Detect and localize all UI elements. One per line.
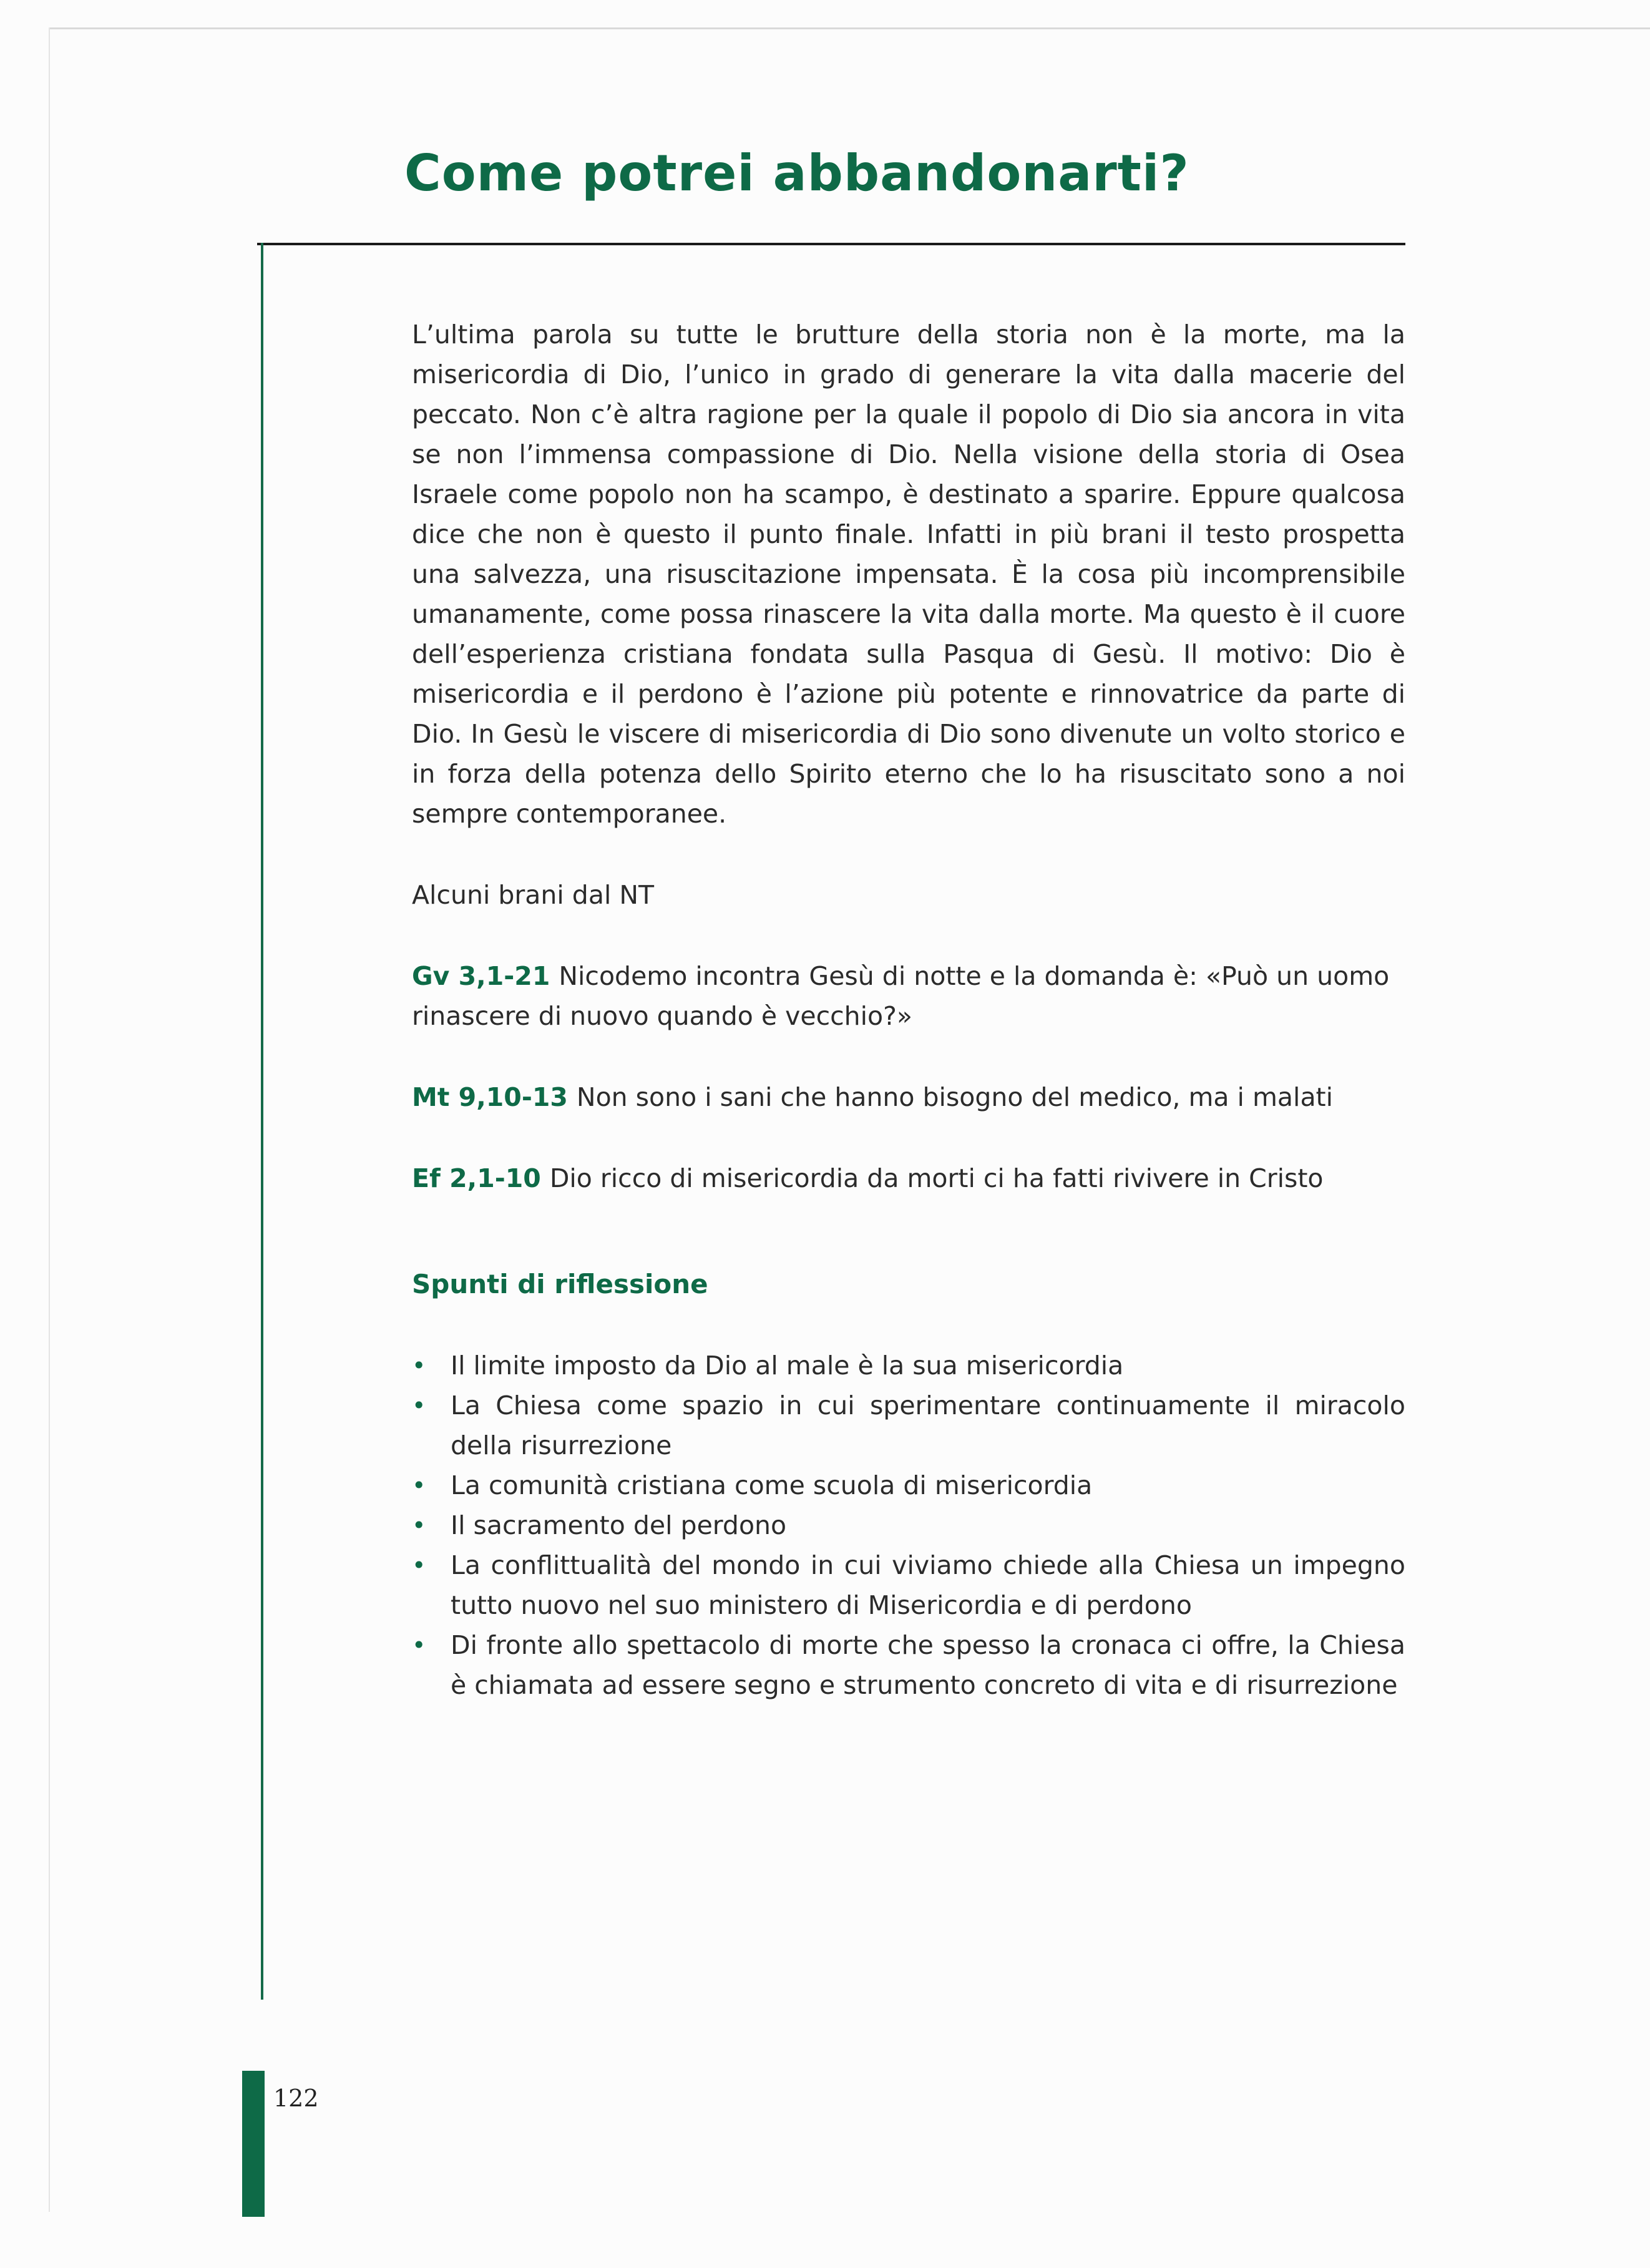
list-item bbox=[412, 1505, 1405, 1545]
reading-reference: Mt 9,10-13 bbox=[412, 1082, 568, 1112]
bullet-icon: • bbox=[412, 1512, 426, 1539]
reading-reference: Gv 3,1-21 bbox=[412, 961, 550, 991]
list-item bbox=[412, 1386, 1405, 1465]
list-item-text: Di fronte allo spettacolo di morte che spesso la cronaca ci offre, la Chiesa è chiamata ad essere segno e strumento concreto di vita e di risurrezione bbox=[451, 1630, 1405, 1700]
list-item-text: La conflittualità del mondo in cui viviamo chiede alla Chiesa un impegno tutto nuovo nel suo ministero di Misericordia e di perdono bbox=[451, 1550, 1405, 1620]
list-item bbox=[412, 1465, 1405, 1505]
bullet-icon: • bbox=[412, 1392, 426, 1419]
list-item bbox=[412, 1625, 1405, 1705]
reading-item bbox=[412, 956, 1405, 1036]
reading-text: Dio ricco di misericordia da morti ci ha fatti rivivere in Cristo bbox=[549, 1163, 1324, 1193]
list-item-text: Il sacramento del perdono bbox=[451, 1510, 787, 1540]
bullet-icon: • bbox=[412, 1552, 426, 1579]
reflection-title: Spunti di riflessione bbox=[412, 1269, 708, 1299]
page-number: 122 bbox=[273, 2085, 319, 2112]
bullet-icon: • bbox=[412, 1352, 426, 1379]
left-margin-rule bbox=[261, 243, 263, 2000]
list-item bbox=[412, 1545, 1405, 1625]
reading-item bbox=[412, 1158, 1405, 1198]
bullet-icon: • bbox=[412, 1472, 426, 1499]
list-item bbox=[412, 1346, 1405, 1386]
reading-item bbox=[412, 1077, 1405, 1117]
list-item-text: La comunità cristiana come scuola di misericordia bbox=[451, 1470, 1093, 1500]
intro-paragraph: L’ultima parola su tutte le brutture della storia non è la morte, ma la misericordia di Dio, l’unico in grado di generare la vita dalla macerie del peccato. Non c’è altra ragione per la quale il popolo di Dio sia ancora in vita se non l’immensa compassione di Dio. Nella visione della storia di Osea Israele come popolo non ha scampo, è destinato a sparire. Eppure qualcosa dice che non è questo il punto finale. Infatti in più brani il testo prospetta una salvezza, una risuscitazione impensata. È la cosa più incomprensibile umanamente, come possa rinascere la vita dalla morte. Ma questo è il cuore dell’esperienza cristiana fondata sulla Pasqua di Gesù. Il motivo: Dio è misericordia e il perdono è l’azione più potente e rinnovatrice da parte di Dio. In Gesù le viscere di misericordia di Dio sono divenute un volto storico e in forza della potenza dello Spirito eterno che lo ha risuscitato sono a noi sempre contemporanee. bbox=[412, 320, 1405, 829]
reading-text: Non sono i sani che hanno bisogno del medico, ma i malati bbox=[576, 1082, 1334, 1112]
bullet-icon: • bbox=[412, 1631, 426, 1659]
reading-text: Nicodemo incontra Gesù di notte e la domanda è: «Può un uomo rinascere di nuovo quando è vecchio?» bbox=[412, 961, 1390, 1031]
main-content bbox=[412, 315, 1405, 1705]
reading-reference: Ef 2,1-10 bbox=[412, 1163, 541, 1193]
title-underline-rule bbox=[257, 243, 1405, 245]
list-item-text: Il limite imposto da Dio al male è la sua misericordia bbox=[451, 1351, 1124, 1381]
scan-page-edge-left bbox=[49, 27, 50, 2212]
scan-page-edge-top bbox=[50, 27, 1650, 29]
reflection-list bbox=[412, 1346, 1405, 1705]
readings-heading: Alcuni brani dal NT bbox=[412, 880, 655, 910]
page-title: Come potrei abbandonarti? bbox=[404, 144, 1189, 202]
page-number-bar bbox=[242, 2071, 265, 2217]
list-item-text: La Chiesa come spazio in cui sperimentare continuamente il miracolo della risurrezione bbox=[451, 1391, 1405, 1460]
